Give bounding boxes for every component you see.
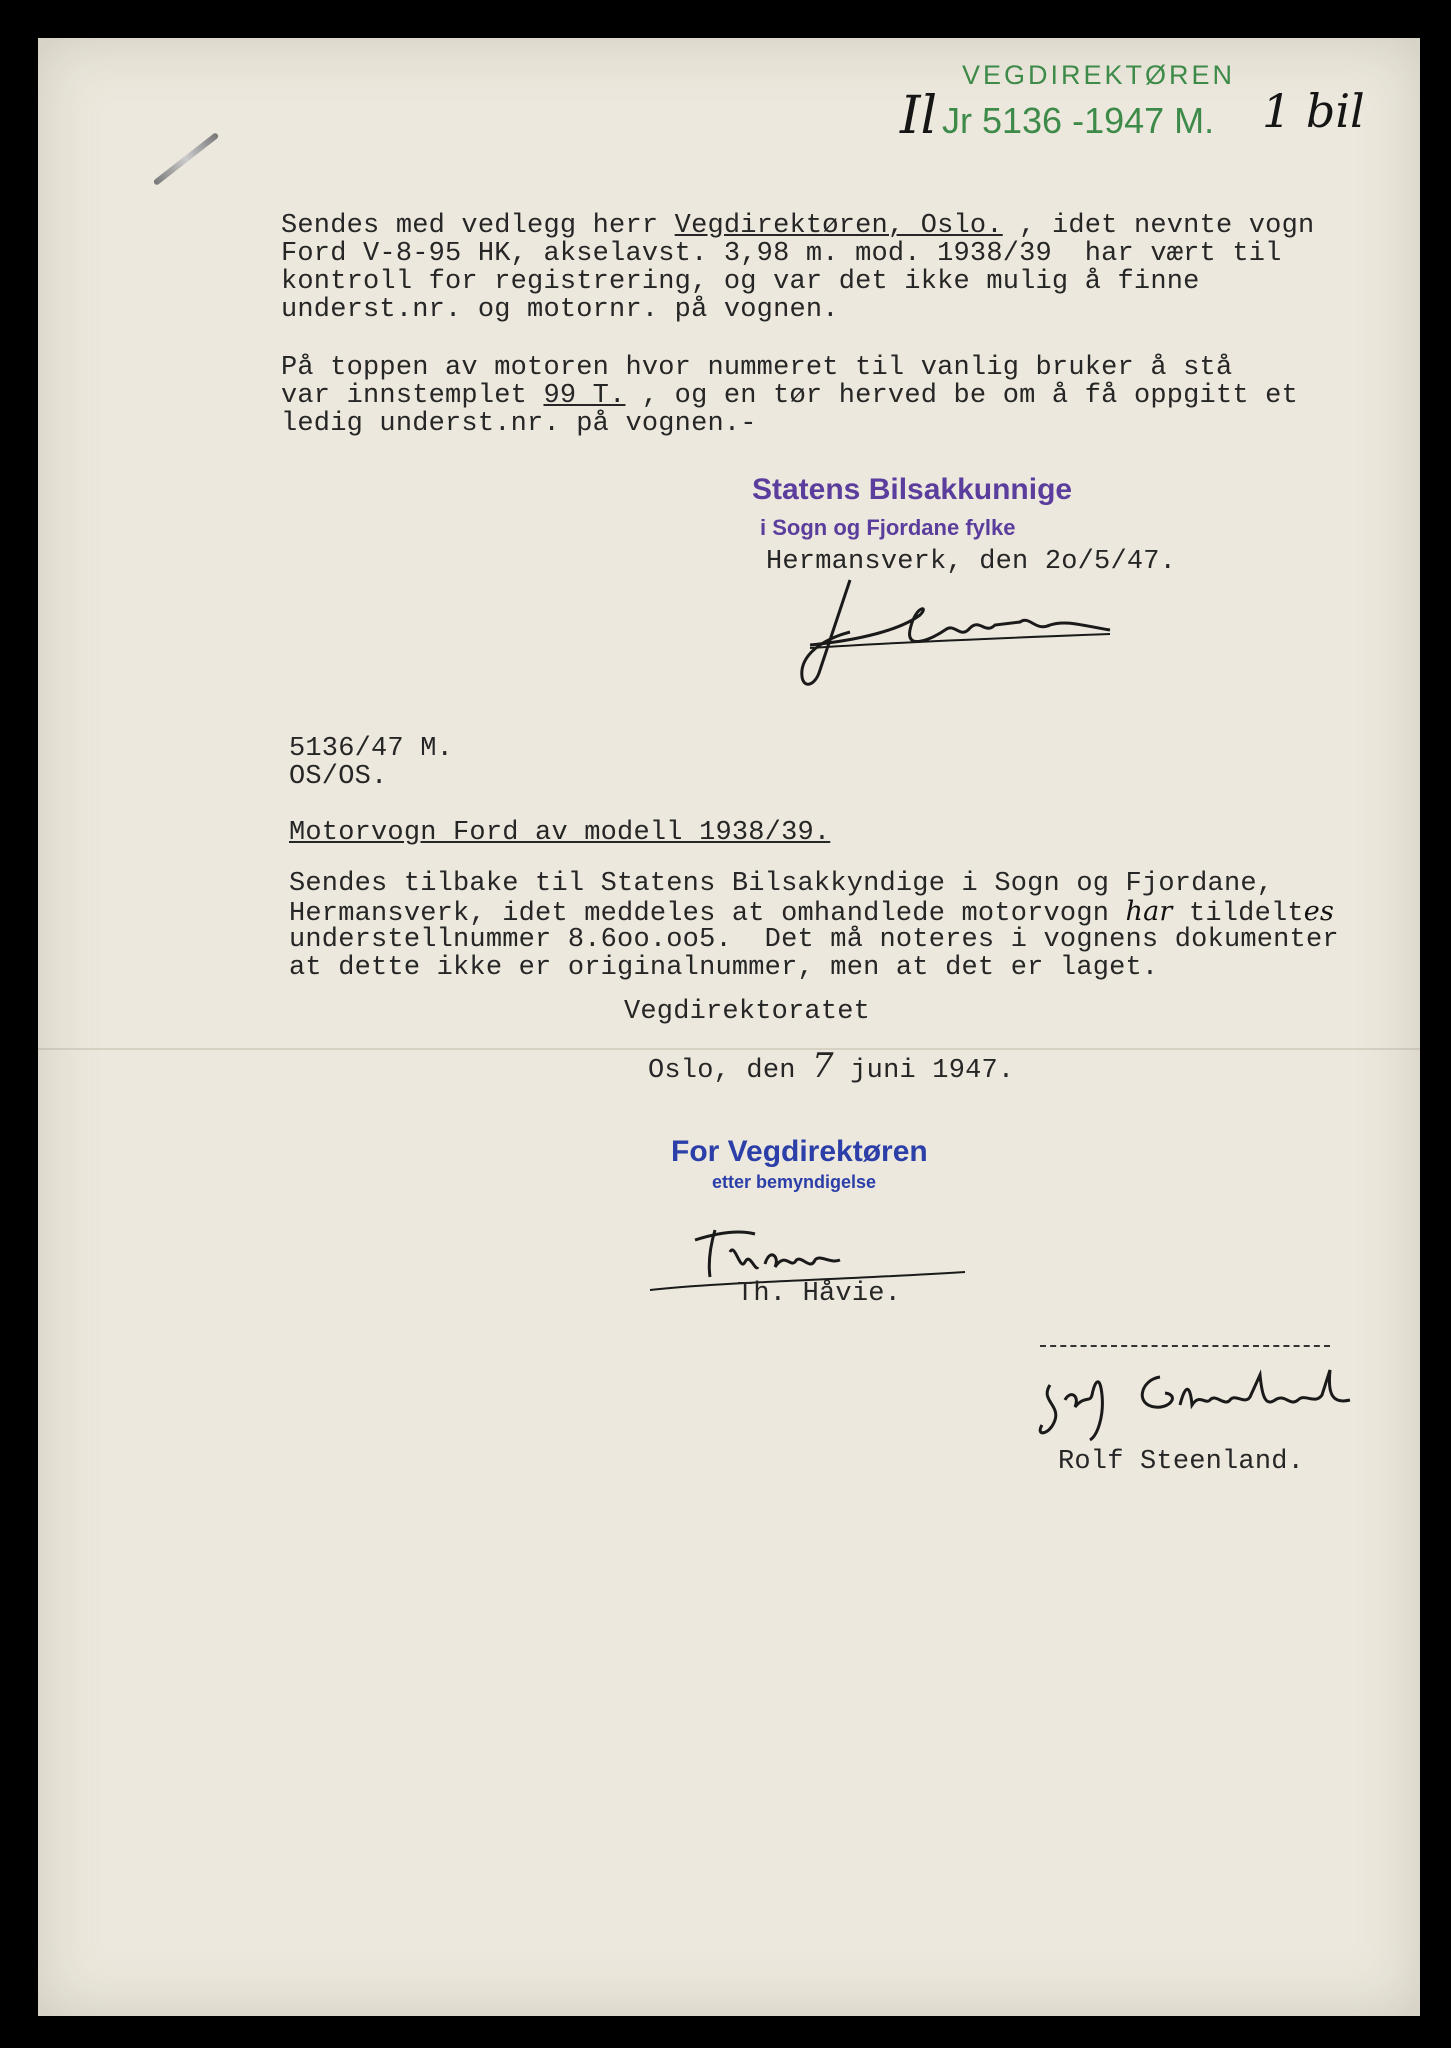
place-date-line: Hermansverk, den 2o/5/47. bbox=[766, 547, 1177, 577]
handwritten-suffix: es bbox=[1303, 896, 1335, 927]
signer-steenland: Rolf Steenland. bbox=[1058, 1447, 1305, 1477]
handwritten-attachment-note: 1 bil bbox=[1262, 84, 1365, 138]
signature-sender bbox=[780, 570, 1120, 700]
signer-havie: Th. Håvie. bbox=[737, 1279, 902, 1309]
reply-date-prefix: Oslo, den bbox=[648, 1056, 813, 1086]
letter-line-6 bbox=[281, 382, 1298, 410]
reference-number: 5136/47 M. bbox=[289, 734, 454, 764]
letter-line-3: kontroll for registrering, og var det ikke mulig å finne bbox=[281, 267, 1200, 297]
issuing-office: Vegdirektoratet bbox=[624, 997, 871, 1027]
registry-stamp-title: VEGDIREKTØREN bbox=[962, 60, 1236, 90]
reply-line-2 bbox=[289, 898, 1334, 928]
reply-line-1: Sendes tilbake til Statens Bilsakkyndige i Sogn og Fjordane, bbox=[289, 869, 1274, 899]
letter-line-4: underst.nr. og motornr. på vognen. bbox=[281, 295, 839, 325]
letter-line-5: På toppen av motoren hvor nummeret til vanlig bruker å stå bbox=[281, 353, 1233, 383]
letter-line-7: ledig underst.nr. på vognen.- bbox=[281, 409, 757, 439]
reply-line-4: at dette ikke er originalnummer, men at det er laget. bbox=[289, 953, 1159, 983]
letter-line-2: Ford V-8-95 HK, akselavst. 3,98 m. mod. 1938/39 har vært til bbox=[281, 239, 1282, 269]
signature-rule bbox=[1040, 1345, 1330, 1347]
handwritten-insert: har bbox=[1125, 896, 1173, 927]
statens-stamp-line-1: Statens Bilsakkunnige bbox=[752, 473, 1073, 506]
registry-stamp-number: Jr 5136 -1947 M. bbox=[942, 100, 1215, 141]
handwritten-day: 7 bbox=[812, 1046, 834, 1086]
vegdirektoren-stamp-line-2: etter bemyndigelse bbox=[712, 1172, 877, 1192]
reference-initials: OS/OS. bbox=[289, 762, 388, 792]
staple-mark bbox=[153, 132, 220, 186]
reply-date-suffix: juni 1947. bbox=[833, 1056, 1015, 1086]
reply-date-line bbox=[648, 1046, 1015, 1086]
addressee: Vegdirektøren, Oslo. bbox=[674, 211, 1003, 241]
signature-steenland bbox=[1030, 1365, 1360, 1445]
reply-line-2-b: tildelt bbox=[1188, 899, 1304, 929]
handwritten-initials: Il bbox=[900, 86, 938, 146]
reply-line-2-a: Hermansverk, idet meddeles at omhandlede motorvogn bbox=[289, 899, 1110, 929]
letter-line-1 bbox=[281, 212, 1314, 240]
letter-line-1-a: Sendes med vedlegg herr bbox=[281, 211, 675, 241]
reply-line-3: understellnummer 8.6oo.oo5. Det må noteres i vognens dokumenter bbox=[289, 925, 1339, 955]
letter-line-6-a: var innstemplet bbox=[281, 381, 544, 411]
reply-subject: Motorvogn Ford av modell 1938/39. bbox=[289, 818, 831, 848]
vegdirektoren-stamp-line-1: For Vegdirektøren bbox=[671, 1135, 928, 1168]
statens-stamp-line-2: i Sogn og Fjordane fylke bbox=[760, 515, 1016, 540]
engine-stamp-number: 99 T. bbox=[543, 381, 626, 411]
letter-line-1-b: , idet nevnte vogn bbox=[1002, 211, 1315, 241]
document-sheet bbox=[38, 38, 1420, 2016]
letter-line-6-b: , og en tør herved be om å få oppgitt et bbox=[625, 381, 1298, 411]
page-fold bbox=[38, 1048, 1420, 1050]
